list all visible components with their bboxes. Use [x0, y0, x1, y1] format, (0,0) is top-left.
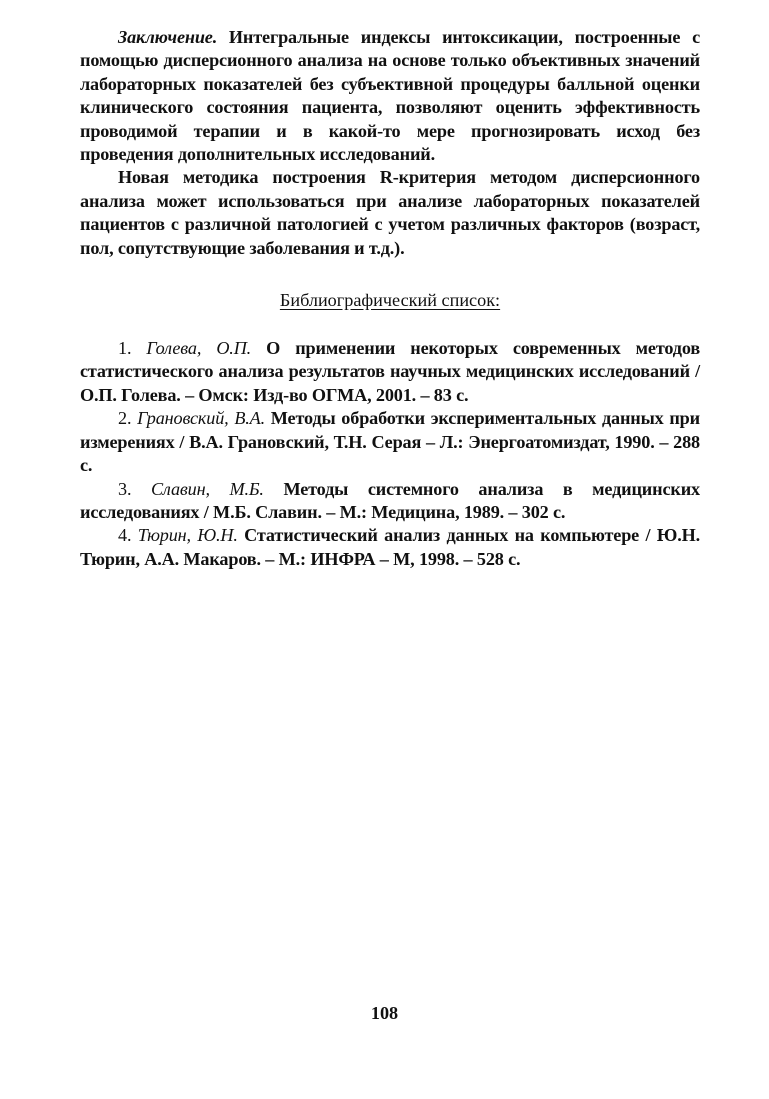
method-paragraph: Новая методика построения R-критерия методом дисперсионного анализа может использоваться при анализе лабораторных показателей пациентов с различной патологией с учетом различных факторов (возраст, пол, сопутствующие заболевания и т.д.).: [80, 167, 700, 258]
reference-text: О применении некоторых современных методов статистического анализа результатов научных медицинских исследований / О.П. Голева. – Омск: Изд-во ОГМА, 2001. – 83 с.: [80, 338, 701, 405]
conclusion-text: Интегральные индексы интоксикации, построенные с помощью дисперсионного анализа на основе только объективных значений лабораторных показателей без субъективной процедуры балльной оценки клинического состояния пациента, позволяют оценить эффективность проводимой терапии и в какой-то мере прогнозировать исход без проведения дополнительных исследований.: [80, 27, 700, 165]
reference-author: Славин, М.Б.: [131, 478, 264, 499]
bibliography-heading: [80, 289, 700, 312]
reference-number: 1.: [118, 338, 132, 359]
reference-number: 3.: [118, 478, 132, 499]
reference-text: Методы обработки экспериментальных данных при измерениях / В.А. Грановский, Т.Н. Серая – Л.: Энергоатомиздат, 1990. – 288 с.: [80, 408, 700, 476]
reference-item-2: [80, 407, 700, 477]
reference-item-4: [80, 524, 700, 571]
reference-number: 2.: [118, 408, 132, 429]
reference-author: Голева, О.П.: [131, 338, 252, 359]
reference-number: 4.: [118, 525, 132, 546]
page-content: [80, 26, 700, 571]
bibliography-heading-text: Библиографический список:: [279, 290, 501, 311]
page-number: 108: [370, 1003, 399, 1023]
reference-author: Грановский, В.А.: [131, 408, 266, 429]
reference-item-3: [80, 478, 700, 525]
reference-author: Тюрин, Ю.Н.: [131, 525, 238, 546]
reference-text: Статистический анализ данных на компьютере / Ю.Н. Тюрин, А.А. Макаров. – М.: ИНФРА – М, 1998. – 528 с.: [80, 525, 700, 569]
reference-text: Методы системного анализа в медицинских исследованиях / М.Б. Славин. – М.: Медицина, 1989. – 302 с.: [80, 478, 700, 522]
reference-item-1: [80, 337, 700, 407]
conclusion-paragraph: [80, 26, 700, 166]
conclusion-lead: Заключение.: [118, 27, 218, 47]
